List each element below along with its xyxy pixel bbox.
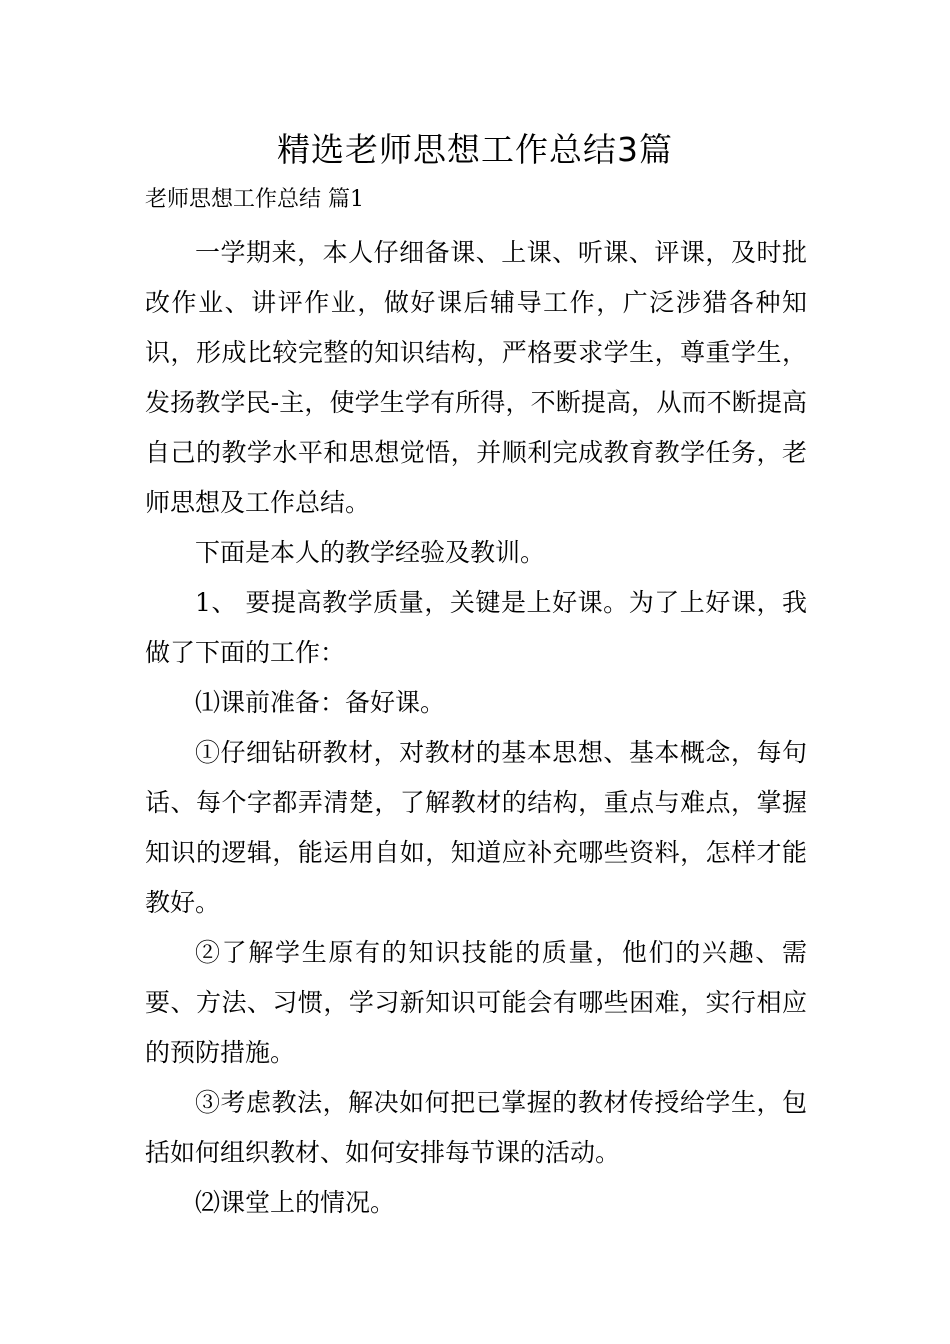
paragraph-item-3: ③考虑教法，解决如何把已掌握的教材传授给学生，包括如何组织教材、如何安排每节课的活动。 — [145, 1088, 807, 1167]
paragraph-item-1: ①仔细钻研教材，对教材的基本思想、基本概念，每句话、每个字都弄清楚，了解教材的结构，重点与难点，掌握知识的逻辑，能运用自如，知道应补充哪些资料，怎样才能教好。 — [145, 738, 807, 917]
section-heading: 老师思想工作总结 篇1 — [145, 187, 364, 212]
paragraph-item-2: ②了解学生原有的知识技能的质量，他们的兴趣、需要、方法、习惯，学习新知识可能会有哪些困难，实行相应的预防措施。 — [145, 938, 807, 1067]
paragraph-intro: 一学期来，本人仔细备课、上课、听课、评课，及时批改作业、讲评作业，做好课后辅导工作，广泛涉猎各种知识，形成比较完整的知识结构，严格要求学生，尊重学生，发扬教学民-主，使学生学有所得，不断提高，从而不断提高自己的教学水平和思想觉悟，并顺利完成教育教学任务，老师思想及工作总结。 — [145, 238, 807, 517]
paragraph-point-1: 1、 要提高教学质量，关键是上好课。为了上好课，我做了下面的工作： — [145, 588, 807, 667]
paragraph-classroom: ⑵课堂上的情况。 — [195, 1188, 396, 1217]
paragraph-prep: ⑴课前准备：备好课。 — [195, 688, 446, 717]
document-title: 精选老师思想工作总结3篇 — [277, 130, 673, 169]
paragraph-lessons: 下面是本人的教学经验及教训。 — [195, 538, 546, 567]
document-body — [145, 228, 807, 1228]
